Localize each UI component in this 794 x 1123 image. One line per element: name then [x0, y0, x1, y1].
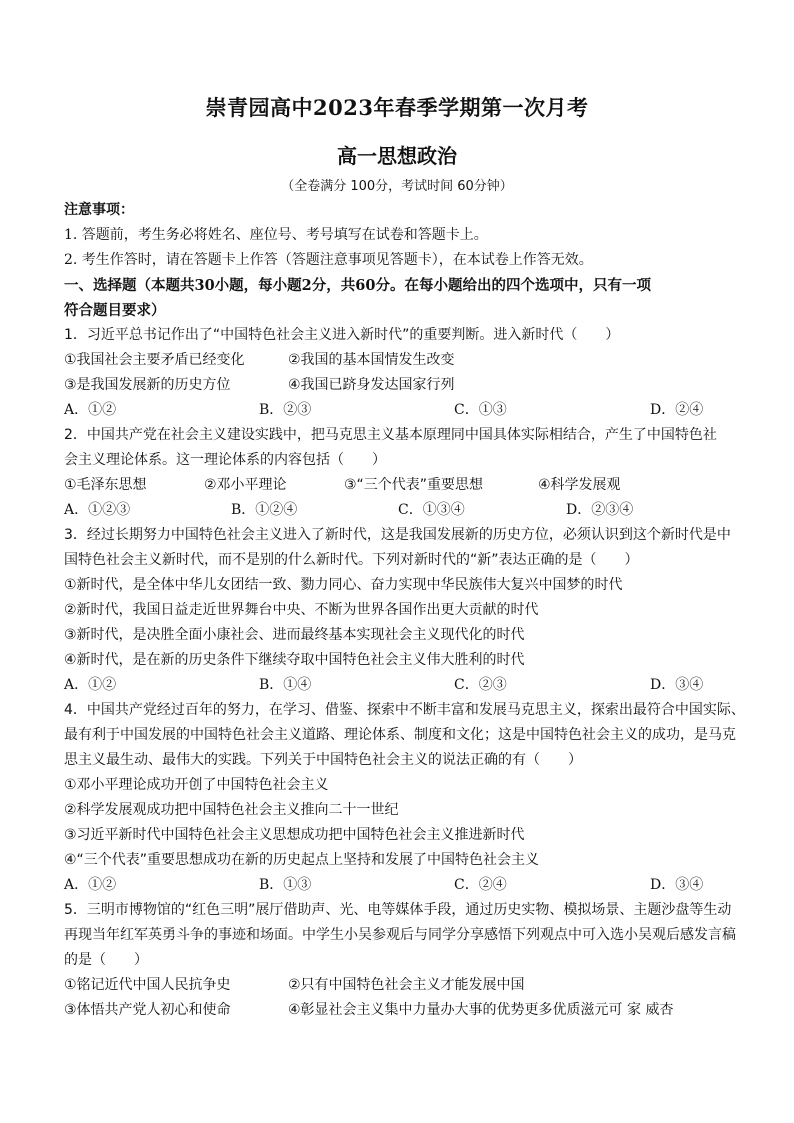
option-d[interactable]: D．②④	[650, 402, 704, 418]
statement: ③“三个代表”重要思想	[344, 477, 484, 493]
statement: ④“三个代表”重要思想成功在新的历史起点上坚持和发展了中国特色社会主义	[64, 852, 540, 868]
question-stem: 的是（ ）	[64, 952, 148, 968]
statement-row	[64, 473, 736, 498]
statement: ②只有中国特色社会主义才能发展中国	[288, 977, 525, 993]
question-stem: 1．习近平总书记作出了“中国特色社会主义进入新时代”的重要判断。进入新时代（ ）	[64, 327, 620, 343]
statement: ②科学发展观成功把中国特色社会主义推向二十一世纪	[64, 802, 399, 818]
option-c[interactable]: C．②③	[454, 677, 507, 693]
option-d[interactable]: D．③④	[650, 677, 704, 693]
option-b[interactable]: B．②③	[259, 402, 312, 418]
notice-item: 2. 考生作答时，请在答题卡上作答（答题注意事项见答题卡），在本试卷上作答无效。	[64, 252, 593, 268]
option-d[interactable]: D．②③④	[566, 502, 634, 518]
answer-options	[64, 398, 736, 423]
statement-row	[64, 373, 736, 398]
notice-item: 1. 答题前，考生务必将姓名、座位号、考号填写在试卷和答题卡上。	[64, 227, 488, 243]
section-heading: 符合题目要求）	[64, 302, 166, 319]
statement: ①新时代，是全体中华儿女团结一致、勠力同心、奋力实现中华民族伟大复兴中国梦的时代	[64, 577, 623, 593]
option-c[interactable]: C．②④	[454, 877, 507, 893]
exam-body	[64, 198, 745, 1023]
answer-options	[64, 498, 736, 523]
option-a[interactable]: A．①②③	[64, 502, 131, 518]
statement: ④新时代，是在新的历史条件下继续夺取中国特色社会主义伟大胜利的时代	[64, 652, 525, 668]
statement: ②新时代，我国日益走近世界舞台中央、不断为世界各国作出更大贡献的时代	[64, 602, 539, 618]
statement: ④科学发展观	[538, 477, 621, 493]
score-time-note: （全卷满分 100分，考试时间 60分钟）	[281, 179, 513, 194]
option-b[interactable]: B．①③	[259, 877, 312, 893]
question-stem: 再现当年红军英勇斗争的事迹和场面。中学生小吴参观后与同学分享感悟下列观点中可入选小吴观后感发言稿	[64, 927, 736, 943]
answer-options	[64, 873, 736, 898]
statement: ④彰显社会主义集中力量办大事的优势更多优质滋元可 家 威杏	[288, 1002, 674, 1018]
exam-title: 崇青园高中2023年春季学期第一次月考	[205, 95, 589, 120]
option-b[interactable]: B．①④	[259, 677, 312, 693]
question-stem: 国特色社会主义新时代，而不是别的什么新时代。下列对新时代的“新”表达正确的是（ ）	[64, 552, 639, 568]
statement: ①邓小平理论成功开创了中国特色社会主义	[64, 777, 329, 793]
question-stem: 2．中国共产党在社会主义建设实践中，把马克思主义基本原理同中国具体实际相结合，产生了中国特色社	[64, 427, 717, 443]
option-c[interactable]: C．①③④	[398, 502, 465, 518]
section-heading: 一、选择题（本题共30小题，每小题2分，共60分。在每小题给出的四个选项中，只有一项	[64, 277, 651, 294]
statement: ③体悟共产党人初心和使命	[64, 1002, 231, 1018]
question-stem: 会主义理论体系。这一理论体系的内容包括（ ）	[64, 452, 386, 468]
statement: ①铭记近代中国人民抗争史	[64, 977, 231, 993]
option-a[interactable]: A．①②	[64, 877, 117, 893]
question-stem: 4．中国共产党经过百年的努力，在学习、借鉴、探索中不断丰富和发展马克思主义，探索出最符合中国实际、	[64, 702, 745, 718]
option-d[interactable]: D．③④	[650, 877, 704, 893]
statement: ②我国的基本国情发生改变	[288, 352, 455, 368]
question-stem: 3．经过长期努力中国特色社会主义进入了新时代，这是我国发展新的历史方位，必须认识到这个新时代是中	[64, 527, 731, 543]
question-stem: 思主义最生动、最伟大的实践。下列关于中国特色社会主义的说法正确的有（ ）	[64, 752, 582, 768]
subject-title: 高一思想政治	[337, 144, 457, 168]
question-stem: 最有利于中国发展的中国特色社会主义道路、理论体系、制度和文化；这是中国特色社会主义的成功，是马克	[64, 727, 736, 743]
option-a[interactable]: A．①②	[64, 677, 117, 693]
statement-row	[64, 973, 736, 998]
notice-heading: 注意事项：	[64, 202, 134, 218]
statement: ④我国已跻身发达国家行列	[288, 377, 455, 393]
option-a[interactable]: A．①②	[64, 402, 117, 418]
statement: ①毛泽东思想	[64, 477, 147, 493]
question-stem: 5．三明市博物馆的“红色三明”展厅借助声、光、电等媒体手段，通过历史实物、模拟场景、主题沙盘等生动	[64, 902, 732, 918]
statement: ③新时代，是决胜全面小康社会、进而最终基本实现社会主义现代化的时代	[64, 627, 525, 643]
answer-options	[64, 673, 736, 698]
statement-row	[64, 348, 736, 373]
option-c[interactable]: C．①③	[454, 402, 507, 418]
statement: ③习近平新时代中国特色社会主义思想成功把中国特色社会主义推进新时代	[64, 827, 525, 843]
option-b[interactable]: B．①②④	[231, 502, 298, 518]
statement: ②邓小平理论	[204, 477, 287, 493]
statement: ③是我国发展新的历史方位	[64, 377, 231, 393]
statement: ①我国社会主要矛盾已经变化	[64, 352, 245, 368]
statement-row	[64, 998, 736, 1023]
